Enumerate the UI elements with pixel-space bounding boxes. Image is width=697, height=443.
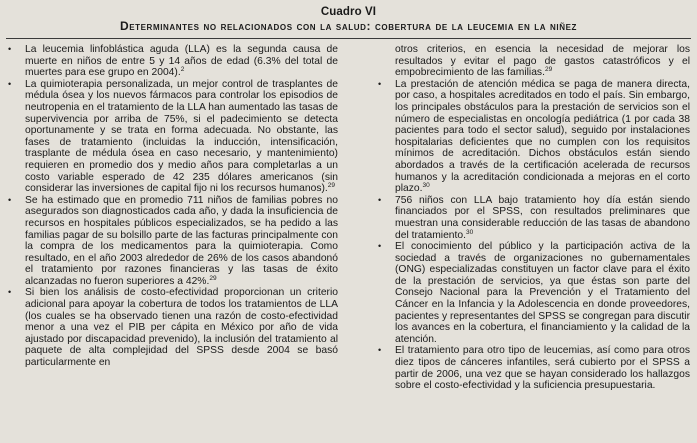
footnote-ref: 29 — [544, 66, 553, 74]
footnote-ref: 30 — [422, 182, 430, 190]
right-column — [378, 44, 690, 392]
bullet-item: • La leucemia linfoblástica aguda (LLA) es la segunda causa de muerte en niños de entre 5 y 14 años de edad (6.3% del total de muertes para ese grupo en 2004).$^2$ — [8, 44, 338, 79]
footnote-ref: 30 — [465, 228, 474, 236]
bullet-item: • La prestación de atención médica se paga de manera directa, por caso, a hospitales acreditados en todo el país. Sin embargo, los principales obstáculos para la prestación de servicios son el número de especialistas en oncología pediátrica (1 por cada 38 pacientes para todo el sector salud), seguido por instalaciones hospitalarias deficientes que no cumplen con los requisitos mínimos de acreditación. Dichos obstáculos están siendo abordados a través de la certificación acelerada de recursos humanos y la acreditación condicionada a mejoras en el corto plazo.$^{30}$ — [378, 78, 690, 195]
box-header — [0, 0, 697, 34]
bullet-item: • La quimioterapia personalizada, un mejor control de trasplantes de médula ósea y los nuevos fármacos para controlar los episodios de neutropenia en el tratamiento de la LLA han aumentado las tasas de supervivencia por arriba de 75%, si el padecimiento se detecta oportunamente y se trata en forma adecuada. No obstante, las fases de tratamiento (incluidas la inducción, intensificación, trasplante de médula ósea en caso necesario, y mantenimiento) requieren en promedio dos y medio años para completarlas a un costo variable esperado de 42 235 dólares americanos (sin considerar las inversiones de capital fijo ni los recursos humanos).$^{29}$ — [8, 78, 338, 195]
bullet-item: • El conocimiento del público y la participación activa de la sociedad a través de organizaciones no gubernamentales (ONG) especializadas constituyen un factor clave para el éxito de la prestación de servicios, ya que éstas son parte del Consejo Nacional para la Prevención y el Tratamiento del Cáncer en la Infancia y la Adolescencia en donde proveedores, pacientes y representantes del SPSS se congregan para discutir los avances en la cobertura, el financiamiento y la calidad de la atención. — [378, 241, 690, 345]
bullet-icon: • — [378, 194, 382, 205]
continued-text: otros criterios, en esencia la necesidad de mejorar los resultados y evitar el pago de gastos catastróficos y el empobrecimiento de las familias.$^{29}$ — [395, 44, 690, 79]
bullet-icon: • — [378, 78, 382, 89]
bullet-icon: • — [378, 345, 382, 356]
bullet-item: • Se ha estimado que en promedio 711 niños de familias pobres no asegurados son diagnosticados cada año, y dada la insuficiencia de recursos en hospitales públicos especializados, se ha pedido a las familias pagar de su bolsillo parte de las facturas principalmente con la compra de los medicamentos para la quimioterapia. Como resultado, en el año 2003 alrededor de 26% de los casos abandonó el tratamiento por razones financieras y las tasas de éxito alcanzadas no fueron superiores a 42%.$^{29}$ — [8, 194, 338, 287]
bullet-icon: • — [378, 241, 382, 252]
footnote-ref: 29 — [327, 182, 335, 190]
box-label: Cuadro VI — [320, 6, 377, 18]
bullet-icon: • — [8, 287, 12, 298]
header-divider — [6, 38, 691, 39]
bullet-icon: • — [8, 44, 12, 54]
footnote-ref: 2 — [180, 66, 185, 74]
left-column — [8, 44, 338, 369]
bullet-item: • 756 niños con LLA bajo tratamiento hoy día están siendo financiados por el SPSS, con resultados preliminares que muestran una considerable reducción de las tasas de abandono del tratamiento.$^{30}$ — [378, 194, 690, 241]
bullet-icon: • — [8, 78, 12, 89]
bullet-item: • El tratamiento para otro tipo de leucemias, así como para otros diez tipos de cánceres infantiles, será cubierto por el SPSS a partir de 2006, una vez que se hayan considerado los hallazgos sobre el costo-efectividad y la suficiencia presupuestaria. — [378, 345, 690, 392]
bullet-item: • Si bien los análisis de costo-efectividad proporcionan un criterio adicional para apoyar la cobertura de todos los tratamientos de LLA (los cuales se ha observado tienen una razón de costo-efectividad menor a una vez el PIB per cápita en México por año de vida ajustado por discapacidad prevenido), la inclusión del tratamiento al paquete de alta complejidad del SPSS desde 2004 se basó particularmente en — [8, 287, 338, 369]
footnote-ref: 29 — [209, 274, 217, 282]
box-title: Determinantes no relacionados con la salud: cobertura de la leucemia en la niñez — [119, 19, 578, 33]
bullet-icon: • — [8, 194, 12, 205]
